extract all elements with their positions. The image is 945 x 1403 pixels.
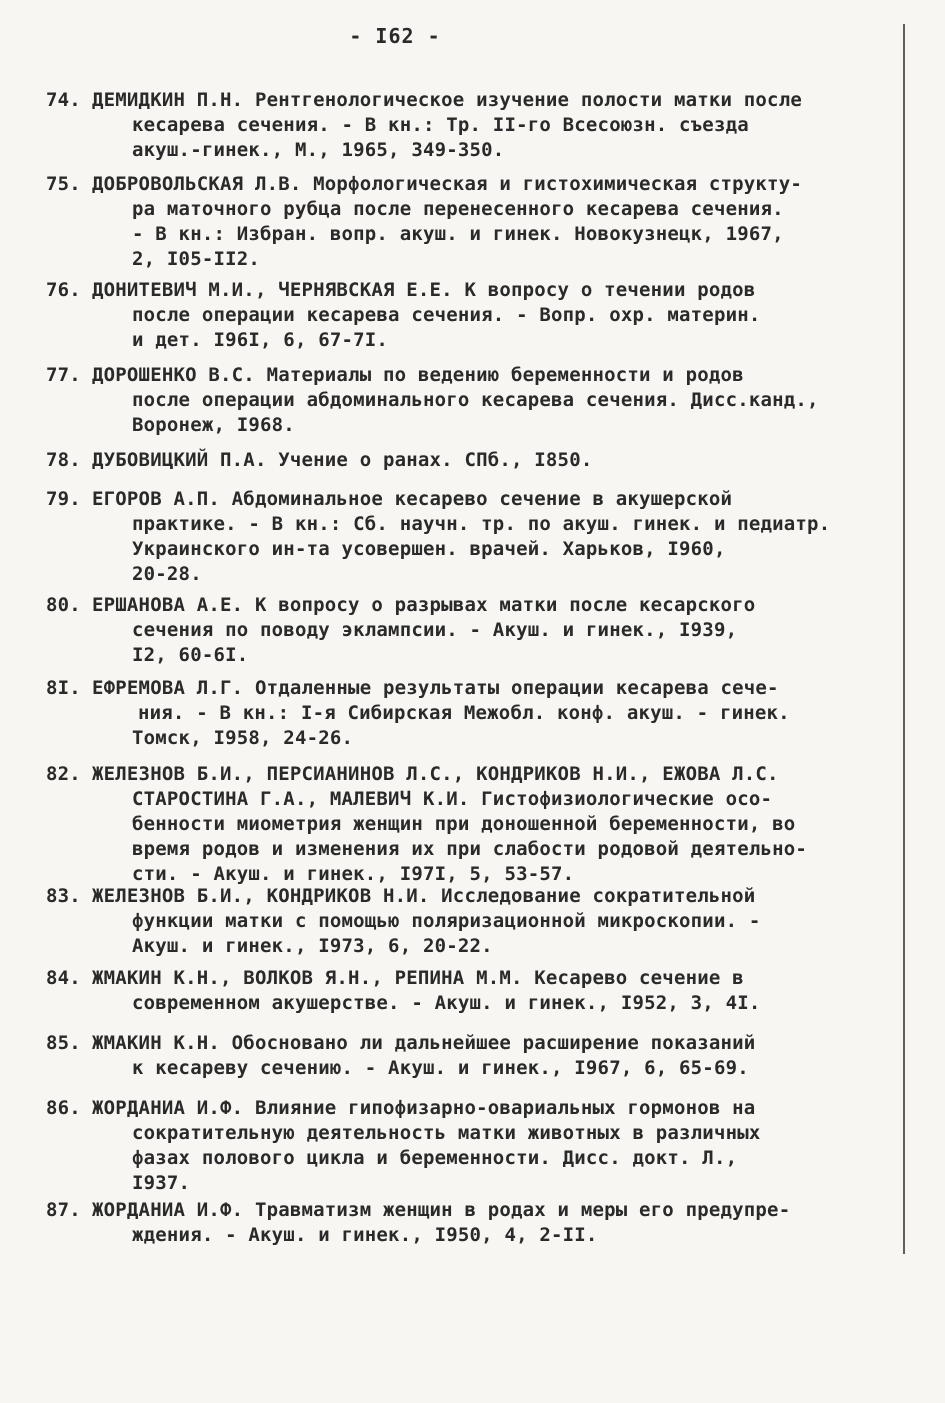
entry-continuation-line: - В кн.: Избран. вопр. акуш. и гинек. Новокузнецк, 1967,: [132, 223, 784, 245]
entry-first-line: [46, 448, 896, 473]
entry-continuation-line: Воронеж, I968.: [132, 414, 295, 436]
bibliography-entry: [46, 1031, 896, 1081]
bibliography-entry: [46, 762, 896, 887]
entry-line: ДОРОШЕНКО В.С. Материалы по ведению беременности и родов: [92, 364, 744, 386]
entry-first-line: [46, 1031, 896, 1056]
entry-continuation-line: ра маточного рубца после перенесенного кесарева сечения.: [132, 198, 784, 220]
bibliography-entry: [46, 1096, 896, 1196]
entry-continuation-line: ждения. - Акуш. и гинек., I950, 4, 2-II.: [132, 1224, 598, 1246]
page-edge-rule: [903, 24, 905, 1254]
entry-line: ДОБРОВОЛЬСКАЯ Л.В. Морфологическая и гистохимическая структу-: [92, 173, 802, 195]
entry-number: 85.: [46, 1032, 81, 1054]
entry-continuation-line: сечения по поводу эклампсии. - Акуш. и гинек., I939,: [132, 619, 738, 641]
entry-line: ЖЕЛЕЗНОВ Б.И., КОНДРИКОВ Н.И. Исследование сократительной: [92, 885, 756, 907]
entry-line: ЖМАКИН К.Н., ВОЛКОВ Я.Н., РЕПИНА М.М. Кесарево сечение в: [92, 967, 744, 989]
entry-continuation-line: ния. - В кн.: I-я Сибирская Межобл. конф. акуш. - гинек.: [138, 702, 790, 724]
entry-line: ЕФРЕМОВА Л.Г. Отдаленные результаты операции кесарева сече-: [92, 677, 779, 699]
bibliography-entry: [46, 172, 896, 272]
bibliography-entry: [46, 966, 896, 1016]
entry-first-line: [46, 676, 896, 701]
entry-continuation-line: Акуш. и гинек., I973, 6, 20-22.: [132, 935, 493, 957]
entry-continuation-line: сти. - Акуш. и гинек., I97I, 5, 53-57.: [132, 863, 575, 885]
entry-first-line: [46, 363, 896, 388]
entry-continuation-line: к кесареву сечению. - Акуш. и гинек., I967, 6, 65-69.: [132, 1057, 749, 1079]
entry-continuation-line: Украинского ин-та усовершен. врачей. Харьков, I960,: [132, 538, 726, 560]
bibliography-entry: [46, 448, 896, 473]
entry-continuation-line: 20-28.: [132, 563, 202, 585]
entry-number: 74.: [46, 89, 81, 111]
entry-continuation-line: акуш.-гинек., М., 1965, 349-350.: [132, 139, 505, 161]
entry-continuation-line: бенности миометрия женщин при доношенной беременности, во: [132, 813, 796, 835]
bibliography-entry: [46, 884, 896, 959]
bibliography-entry: [46, 676, 896, 751]
entry-continuation-line: I937.: [132, 1172, 191, 1194]
entry-first-line: [46, 593, 896, 618]
entry-first-line: [46, 278, 896, 303]
entry-line: ЖОРДАНИА И.Ф. Травматизм женщин в родах и меры его предупре-: [92, 1199, 791, 1221]
page-number: - I62 -: [349, 24, 441, 48]
entry-first-line: [46, 172, 896, 197]
entry-number: 86.: [46, 1097, 81, 1119]
entry-line: ЖОРДАНИА И.Ф. Влияние гипофизарно-овариальных гормонов на: [92, 1097, 756, 1119]
entry-number: 76.: [46, 279, 81, 301]
entry-number: 78.: [46, 449, 81, 471]
bibliography-entry: [46, 363, 896, 438]
entry-line: ЕРШАНОВА А.Е. К вопросу о разрывах матки после кесарского: [92, 594, 756, 616]
entry-continuation-line: практике. - В кн.: Сб. научн. тр. по акуш. гинек. и педиатр.: [132, 513, 831, 535]
entry-number: 82.: [46, 763, 81, 785]
entry-continuation-line: и дет. I96I, 6, 67-7I.: [132, 329, 389, 351]
entry-first-line: [46, 487, 896, 512]
bibliography-entry: [46, 593, 896, 668]
entry-first-line: [46, 1198, 896, 1223]
entry-continuation-line: после операции абдоминального кесарева сечения. Дисс.канд.,: [132, 389, 819, 411]
entry-number: 84.: [46, 967, 81, 989]
entry-number: 87.: [46, 1199, 81, 1221]
entry-continuation-line: функции матки с помощью поляризационной микроскопии. -: [132, 910, 761, 932]
bibliography-entry: [46, 1198, 896, 1248]
entry-continuation-line: I2, 60-6I.: [132, 644, 249, 666]
entry-continuation-line: 2, I05-II2.: [132, 248, 261, 270]
entry-first-line: [46, 1096, 896, 1121]
entry-continuation-line: Томск, I958, 24-26.: [132, 727, 354, 749]
entry-line: ЖМАКИН К.Н. Обосновано ли дальнейшее расширение показаний: [92, 1032, 756, 1054]
entry-continuation-line: кесарева сечения. - В кн.: Тр. II-го Всесоюзн. съезда: [132, 114, 749, 136]
bibliography-entry: [46, 487, 896, 587]
entry-first-line: [46, 762, 896, 787]
entry-line: ЕГОРОВ А.П. Абдоминальное кесарево сечение в акушерской: [92, 488, 733, 510]
entry-number: 79.: [46, 488, 81, 510]
entry-continuation-line: после операции кесарева сечения. - Вопр. охр. материн.: [132, 304, 761, 326]
entry-line: ДУБОВИЦКИЙ П.А. Учение о ранах. СПб., I850.: [92, 449, 593, 471]
entry-continuation-line: современном акушерстве. - Акуш. и гинек., I952, 3, 4I.: [132, 992, 761, 1014]
entry-first-line: [46, 884, 896, 909]
entry-first-line: [46, 88, 896, 113]
entry-line: ДЕМИДКИН П.Н. Рентгенологическое изучение полости матки после: [92, 89, 802, 111]
bibliography-entry: [46, 278, 896, 353]
entry-number: 80.: [46, 594, 81, 616]
entry-line: ЖЕЛЕЗНОВ Б.И., ПЕРСИАНИНОВ Л.С., КОНДРИКОВ Н.И., ЕЖОВА Л.С.: [92, 763, 779, 785]
bibliography-entry: [46, 88, 896, 163]
entry-number: 75.: [46, 173, 81, 195]
entry-line: ДОНИТЕВИЧ М.И., ЧЕРНЯВСКАЯ Е.Е. К вопросу о течении родов: [92, 279, 756, 301]
entry-first-line: [46, 966, 896, 991]
entry-number: 8I.: [46, 677, 81, 699]
entry-continuation-line: СТАРОСТИНА Г.А., МАЛЕВИЧ К.И. Гистофизиологические осо-: [132, 788, 773, 810]
entry-number: 83.: [46, 885, 81, 907]
entry-continuation-line: фазах полового цикла и беременности. Дисс. докт. Л.,: [132, 1147, 738, 1169]
entry-continuation-line: время родов и изменения их при слабости родовой деятельно-: [132, 838, 808, 860]
entry-number: 77.: [46, 364, 81, 386]
entry-continuation-line: сократительную деятельность матки животных в различных: [132, 1122, 761, 1144]
